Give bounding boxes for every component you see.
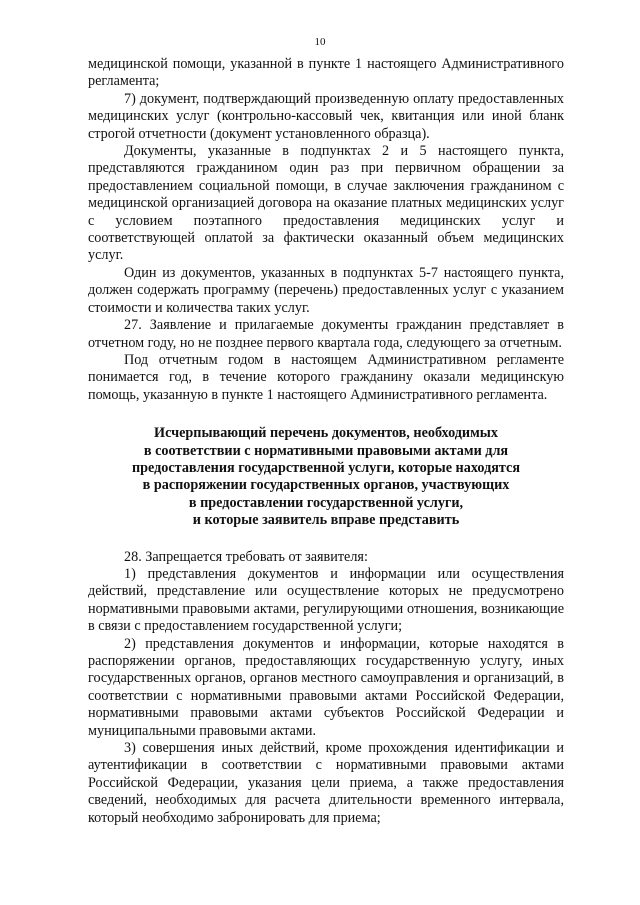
paragraph: Один из документов, указанных в подпунктах 5-7 настоящего пункта, должен содержать программу (перечень) предоставленных услуг с указанием стоимости и количества таких услуг. <box>88 264 564 316</box>
document-body <box>88 56 564 827</box>
heading-line: и которые заявитель вправе представить <box>192 512 460 529</box>
page-number: 10 <box>314 36 326 48</box>
top-paragraphs <box>88 56 564 404</box>
paragraph: 3) совершения иных действий, кроме прохождения идентификации и аутентификации в соответствии с нормативными правовыми актами Российской Федерации, указания цели приема, а также предоставления сведений, необходимых для расчета длительности временного интервала, который необходимо забронировать для приема; <box>88 740 564 826</box>
heading-line: в распоряжении государственных органов, участвующих <box>142 477 510 494</box>
heading-line: в предоставлении государственной услуги, <box>188 494 464 511</box>
paragraph: 2) представления документов и информации, которые находятся в распоряжении органов, предоставляющих государственную услугу, иных государственных органов, органов местного самоуправления и организаций, в соответствии с нормативными правовыми актами Российской Федерации, нормативными правовыми актами субъектов Российской Федерации и муниципальными правовыми актами. <box>88 635 564 739</box>
heading-line: в соответствии с нормативными правовыми актами для <box>143 442 509 459</box>
paragraph: 27. Заявление и прилагаемые документы гражданин представляет в отчетном году, но не позднее первого квартала года, следующего за отчетным. <box>88 317 564 351</box>
paragraph: медицинской помощи, указанной в пункте 1 настоящего Административного регламента; <box>88 56 564 90</box>
paragraph: Документы, указанные в подпунктах 2 и 5 настоящего пункта, представляются гражданином один раз при первичном обращении за предоставлением социальной помощи, в случае заключения гражданином с медицинской организацией договора на оказание платных медицинских услуг с условием поэтапного предоставления медицинских услуг и соответствующей оплатой за фактически оказанный объем медицинских услуг. <box>88 143 564 264</box>
bottom-paragraphs <box>88 549 564 828</box>
section-heading <box>88 425 564 529</box>
paragraph: Под отчетным годом в настоящем Административном регламенте понимается год, в течение которого гражданину оказали медицинскую помощь, указанную в пункте 1 настоящего Административного регламента. <box>88 351 564 403</box>
heading-line: предоставления государственной услуги, которые находятся <box>131 459 521 476</box>
paragraph: 7) документ, подтверждающий произведенную оплату предоставленных медицинских услуг (контрольно-кассовый чек, квитанция или иной бланк строгой отчетности (документ установленного образца). <box>88 90 564 142</box>
paragraph: 1) представления документов и информации или осуществления действий, представление или осуществление которых не предусмотрено нормативными правовыми актами, регулирующими отношения, возникающие в связи с предоставлением государственной услуги; <box>88 565 564 635</box>
heading-line: Исчерпывающий перечень документов, необходимых <box>154 425 498 442</box>
paragraph: 28. Запрещается требовать от заявителя: <box>124 548 368 565</box>
